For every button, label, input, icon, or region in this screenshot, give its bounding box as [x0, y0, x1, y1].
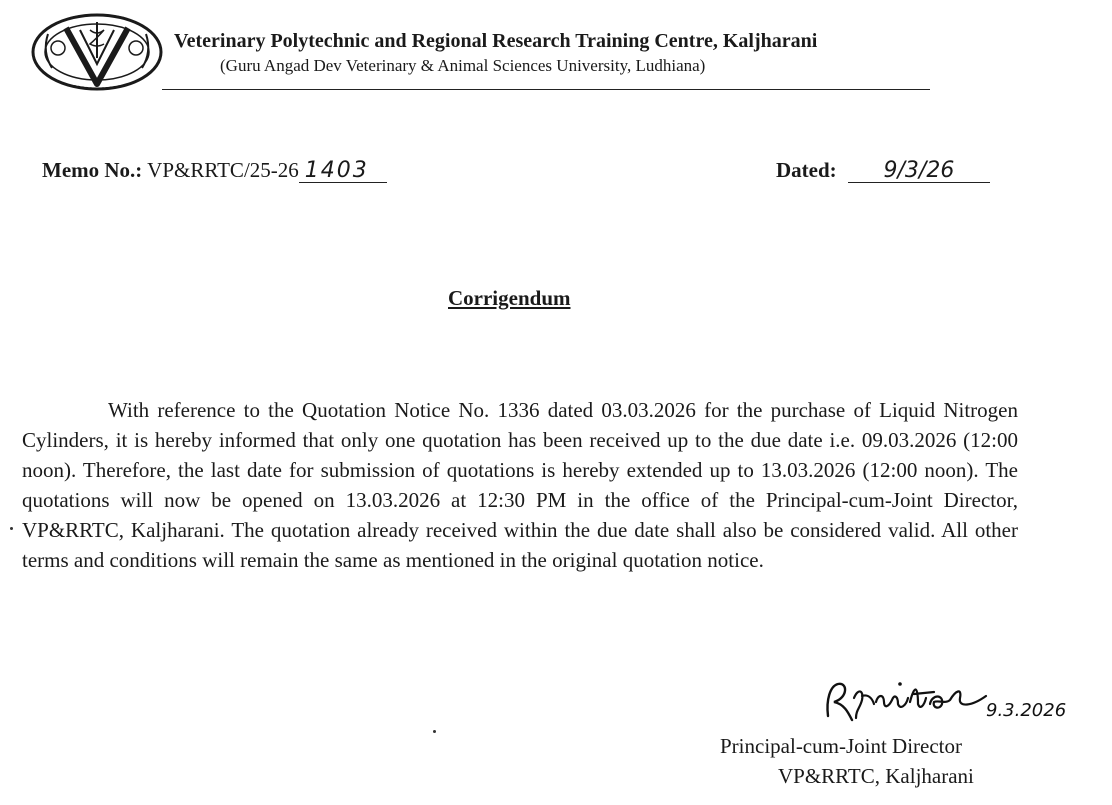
memo-prefix: VP&RRTC/25-26 — [147, 158, 299, 182]
signature-date: 9.3.2026 — [986, 700, 1067, 721]
scan-speck — [10, 527, 13, 530]
dated-handwritten-value: 9/3/26 — [848, 160, 990, 183]
university-seal-logo — [30, 12, 164, 92]
corrigendum-body: With reference to the Quotation Notice No. 1336 dated 03.03.2026 for the purchase of Liquid Nitrogen Cylinders, it is hereby informed that only one quotation has been received up to the due date i.e. 09.03.2026 (12:00 noon). Therefore, the last date for submission of quotations is hereby extended up to 13.03.2026 (12:00 noon). The quotations will now be opened on 13.03.2026 at 12:30 PM in the office of the Principal-cum-Joint Director, VP&RRTC, Kaljharani. The quotation already received within the due date shall also be considered valid. All other terms and conditions will remain the same as mentioned in the original quotation notice. — [22, 398, 1018, 572]
scan-speck — [433, 730, 436, 733]
memo-number-line — [42, 158, 387, 183]
memo-label: Memo No.: — [42, 158, 143, 182]
signatory-designation: Principal-cum-Joint Director — [720, 734, 963, 758]
institution-title: Veterinary Polytechnic and Regional Research Training Centre, Kaljharani — [174, 30, 818, 52]
dated-line — [776, 158, 990, 183]
memo-handwritten-number: 1403 — [299, 160, 387, 183]
header-divider — [162, 89, 930, 90]
signatory-office: VP&RRTC, Kaljharani — [778, 764, 974, 788]
document-heading: Corrigendum — [448, 286, 571, 310]
university-subtitle: (Guru Angad Dev Veterinary & Animal Sciences University, Ludhiana) — [220, 56, 706, 75]
dated-label: Dated: — [776, 158, 837, 182]
